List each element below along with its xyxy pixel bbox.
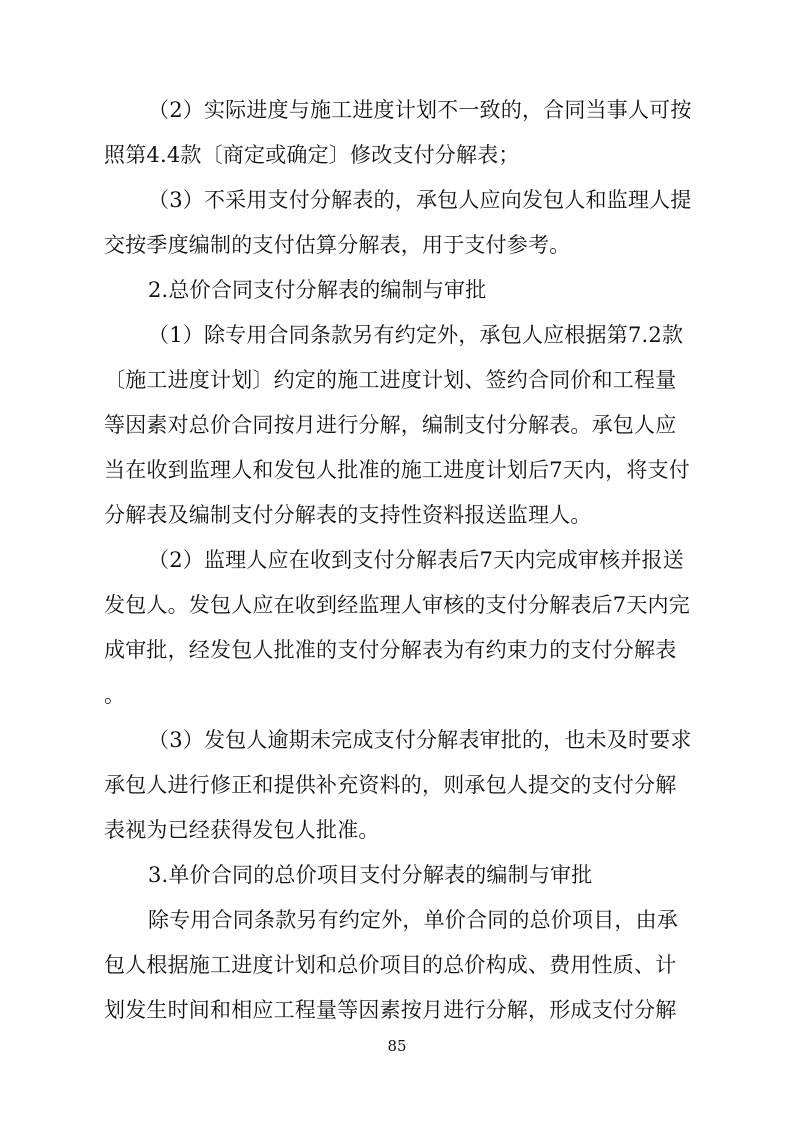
text-line: 除专用合同条款另有约定外，单价合同的总价项目，由承 <box>148 908 678 932</box>
text-line: 分解表及编制支付分解表的支持性资料报送监理人。 <box>104 503 592 527</box>
text-line: 划发生时间和相应工程量等因素按月进行分解，形成支付分解 <box>104 998 677 1022</box>
page-number: 85 <box>387 1037 407 1055</box>
text-line: 当在收到监理人和发包人批准的施工进度计划后7天内，将支付 <box>104 458 690 482</box>
text-line: 〔施工进度计划〕约定的施工进度计划、签约合同价和工程量 <box>104 368 677 392</box>
text-line: 包人根据施工进度计划和总价项目的总价构成、费用性质、计 <box>104 953 677 977</box>
text-line: （2）监理人应在收到支付分解表后7天内完成审核并报送 <box>148 548 684 572</box>
text-line: （2）实际进度与施工进度计划不一致的，合同当事人可按 <box>148 98 692 122</box>
text-line: 表视为已经获得发包人批准。 <box>104 818 380 842</box>
text-line: 等因素对总价合同按月进行分解，编制支付分解表。承包人应 <box>104 413 677 437</box>
text-line: 发包人。发包人应在收到经监理人审核的支付分解表后7天内完 <box>104 593 690 617</box>
text-line: （3）发包人逾期未完成支付分解表审批的，也未及时要求 <box>148 728 692 752</box>
text-line: （1）除专用合同条款另有约定外，承包人应根据第7.2款 <box>148 323 684 347</box>
text-line: 照第4.4款〔商定或确定〕修改支付分解表； <box>104 143 520 167</box>
section-heading: 3.单价合同的总价项目支付分解表的编制与审批 <box>148 863 593 887</box>
section-heading: 2.总价合同支付分解表的编制与审批 <box>148 278 487 302</box>
text-line: （3）不采用支付分解表的，承包人应向发包人和监理人提 <box>148 188 692 212</box>
text-line: 。 <box>104 683 126 707</box>
text-line: 承包人进行修正和提供补充资料的，则承包人提交的支付分解 <box>104 773 677 797</box>
text-line: 交按季度编制的支付估算分解表，用于支付参考。 <box>104 233 571 257</box>
text-line: 成审批，经发包人批准的支付分解表为有约束力的支付分解表 <box>104 638 677 662</box>
